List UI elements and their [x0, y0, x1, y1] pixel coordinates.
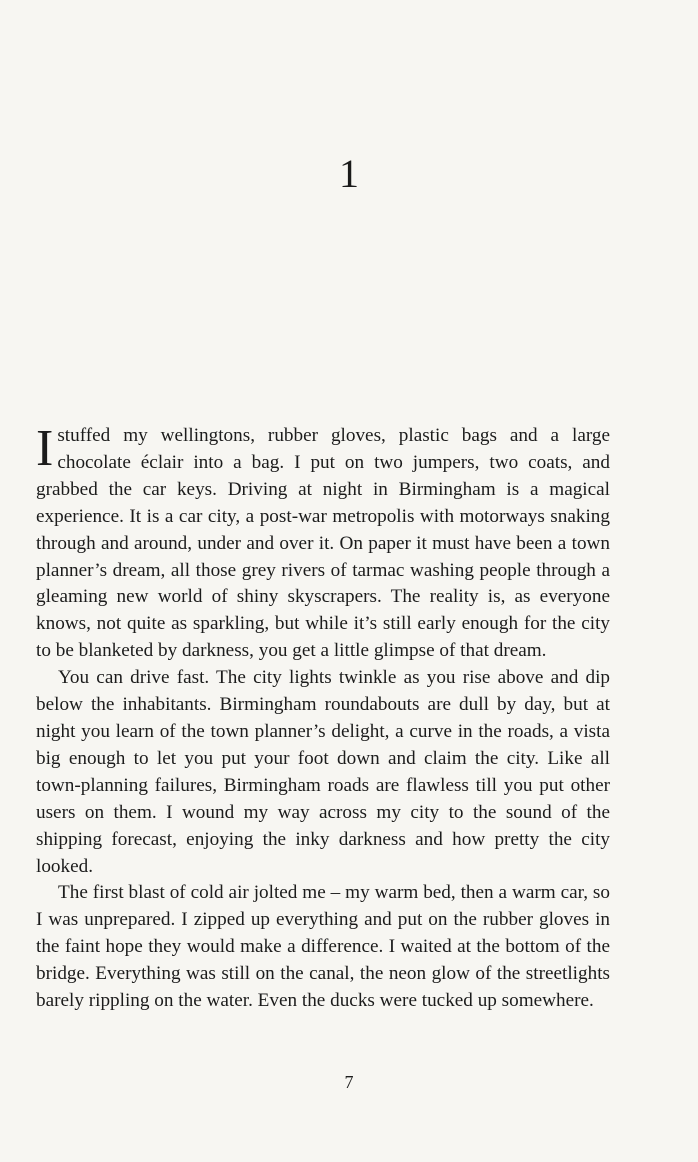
paragraph-3	[36, 880, 610, 1015]
paragraph-1-text: stuffed my wellingtons, rubber gloves, plastic bags and a large chocolate éclair into a bag. I put on two jumpers, two coats, and grabbed the car keys. Driving at night in Birmingham is a magical experience. It is a car city, a post-war metropolis with motorways snaking through and around, under and over it. On paper it must have been a town planner’s dream, all those grey rivers of tarmac washing people through a gleaming new world of shiny skyscrapers. The reality is, as everyone knows, not quite as sparkling, but while it’s still early enough for the city to be blanketed by darkness, you get a little glimpse of that dream.	[36, 425, 610, 662]
chapter-body	[36, 420, 610, 1015]
paragraph-2-text: You can drive fast. The city lights twinkle as you rise above and dip below the inhabitants. Birmingham roundabouts are dull by day, but at night you learn of the town planner’s delight, a curve in the roads, a vista big enough to let you put your foot down and claim the city. Like all town-planning failures, Birmingham roads are flawless till you put other users on them. I wound my way across my city to the sound of the shipping forecast, enjoying the inky darkness and how pretty the city looked.	[36, 667, 610, 877]
paragraph-1	[36, 420, 610, 665]
chapter-number: 1	[339, 151, 359, 196]
paragraph-3-text: The first blast of cold air jolted me – my warm bed, then a warm car, so I was unprepared. I zipped up everything and put on the rubber gloves in the faint hope they would make a difference. I waited at the bottom of the bridge. Everything was still on the canal, the neon glow of the streetlights barely rippling on the water. Even the ducks were tucked up somewhere.	[36, 882, 610, 1012]
drop-cap: I	[36, 420, 54, 477]
paragraph-2	[36, 665, 610, 880]
page-number: 7	[344, 1072, 354, 1092]
show-through-texture	[30, 60, 670, 142]
